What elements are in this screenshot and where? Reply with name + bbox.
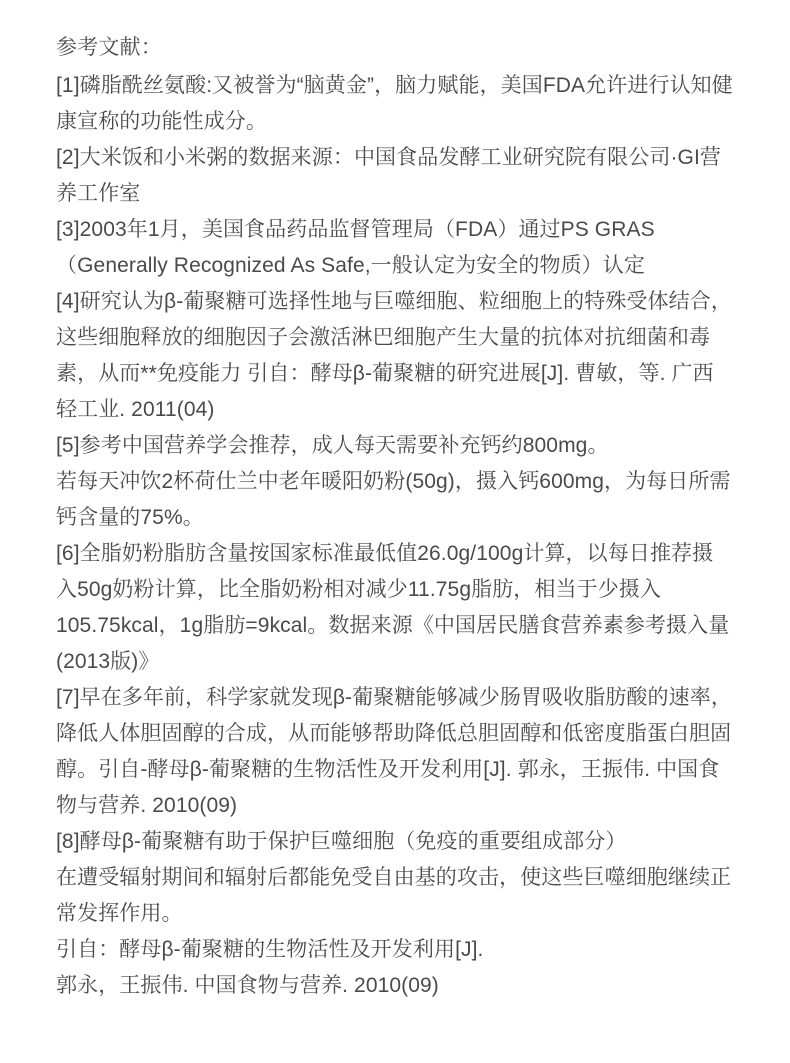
reference-paragraph: 郭永，王振伟. 中国食物与营养. 2010(09) [56,974,439,997]
reference-item [56,428,734,536]
reference-paragraph: [8]酵母β-葡聚糖有助于保护巨噬细胞（免疫的重要组成部分） [56,830,627,853]
reference-item [56,536,734,680]
reference-item [56,68,734,140]
reference-paragraph: [4]研究认为β-葡聚糖可选择性地与巨噬细胞、粒细胞上的特殊受体结合，这些细胞释放的细胞因子会激活淋巴细胞产生大量的抗体对抗细菌和毒素，从而**免疫能力 引自：酵母β-葡聚糖的研究进展[J]. 曹敏，等. 广西轻工业. 2011(04) [56,290,732,421]
reference-item [56,140,734,212]
reference-item [56,284,734,428]
reference-paragraph: [6]全脂奶粉脂肪含量按国家标准最低值26.0g/100g计算，以每日推荐摄入50g奶粉计算，比全脂奶粉相对减少11.75g脂肪，相当于少摄入105.75kcal，1g脂肪=9kcal。数据来源《中国居民膳食营养素参考摄入量(2013版)》 [56,542,730,673]
reference-item [56,824,734,1004]
reference-paragraph: [1]磷脂酰丝氨酸:又被誉为“脑黄金”，脑力赋能，美国FDA允许进行认知健康宣称的功能性成分。 [56,74,733,133]
reference-paragraph: [5]参考中国营养学会推荐，成人每天需要补充钙约800mg。 [56,434,609,457]
reference-item [56,212,734,284]
reference-list [56,68,734,1004]
reference-paragraph: 在遭受辐射期间和辐射后都能免受自由基的攻击，使这些巨噬细胞继续正常发挥作用。 [56,866,732,925]
reference-paragraph: 若每天冲饮2杯荷仕兰中老年暖阳奶粉(50g)，摄入钙600mg，为每日所需钙含量的75%。 [56,470,731,529]
reference-paragraph: 引自：酵母β-葡聚糖的生物活性及开发利用[J]. [56,938,484,961]
reference-paragraph: [3]2003年1月，美国食品药品监督管理局（FDA）通过PS GRAS（Generally Recognized As Safe,一般认定为安全的物质）认定 [56,218,655,277]
page-title: 参考文献： [56,36,162,59]
reference-item [56,680,734,824]
reference-paragraph: [2]大米饭和小米粥的数据来源：中国食品发酵工业研究院有限公司·GI营养工作室 [56,146,722,205]
reference-paragraph: [7]早在多年前，科学家就发现β-葡聚糖能够减少肠胃吸收脂肪酸的速率，降低人体胆固醇的合成，从而能够帮助降低总胆固醇和低密度脂蛋白胆固醇。引自-酵母β-葡聚糖的生物活性及开发利用[J]. 郭永，王振伟. 中国食物与营养. 2010(09) [56,686,732,817]
